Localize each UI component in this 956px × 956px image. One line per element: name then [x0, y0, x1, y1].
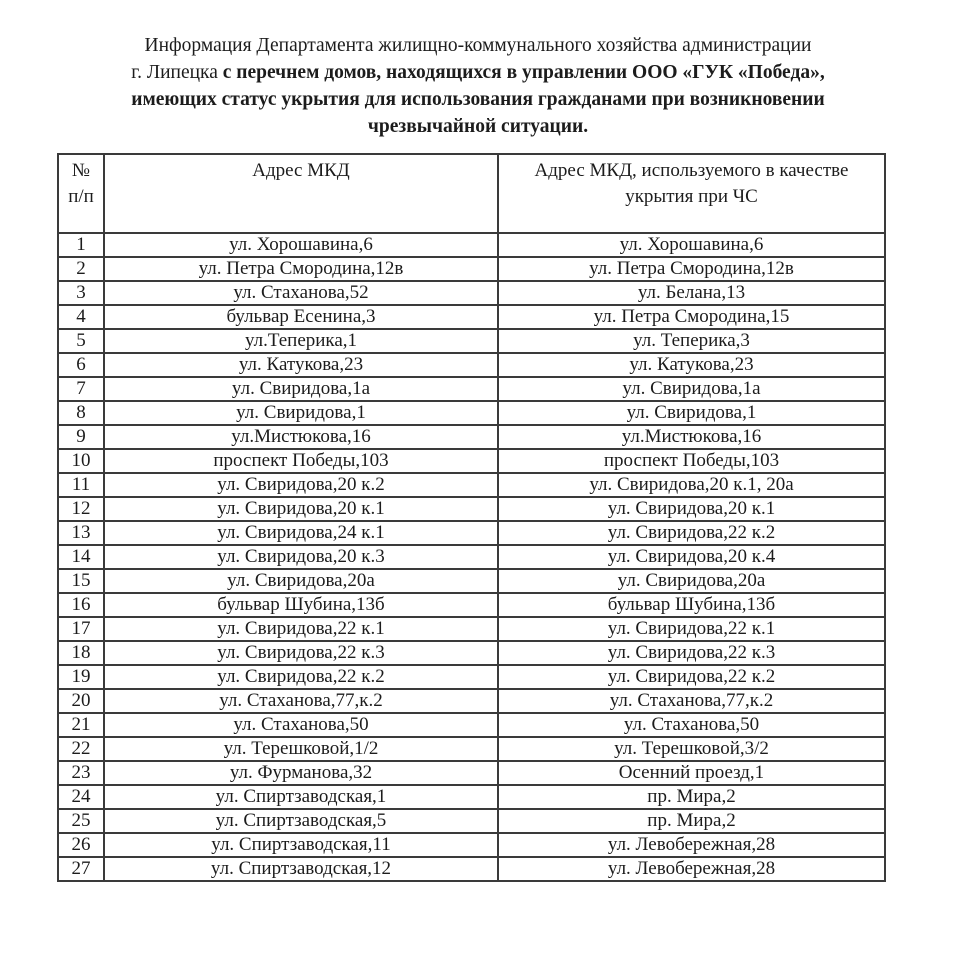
row-number: 4 [58, 305, 104, 329]
table-row [58, 401, 885, 425]
row-number: 26 [58, 833, 104, 857]
address-mkd: ул. Петра Смородина,12в [104, 257, 498, 281]
table-row [58, 833, 885, 857]
row-number: 25 [58, 809, 104, 833]
row-number: 8 [58, 401, 104, 425]
address-mkd: ул. Свиридова,22 к.2 [104, 665, 498, 689]
table-row [58, 689, 885, 713]
table-row [58, 785, 885, 809]
row-number: 27 [58, 857, 104, 881]
address-shelter: бульвар Шубина,13б [498, 593, 885, 617]
row-number: 6 [58, 353, 104, 377]
title-line-1 [70, 32, 886, 59]
table-row [58, 281, 885, 305]
row-number: 21 [58, 713, 104, 737]
title-line-2 [70, 59, 886, 86]
title-text-regular: Информация Департамента жилищно-коммунального хозяйства администрации [144, 35, 812, 56]
row-number: 20 [58, 689, 104, 713]
address-shelter: ул. Левобережная,28 [498, 833, 885, 857]
header-row-number: № п/п [58, 154, 104, 233]
table-row [58, 497, 885, 521]
table-row [58, 305, 885, 329]
row-number: 7 [58, 377, 104, 401]
address-mkd: ул.Теперика,1 [104, 329, 498, 353]
table-row [58, 329, 885, 353]
row-number: 1 [58, 233, 104, 257]
address-mkd: ул. Свиридова,1а [104, 377, 498, 401]
table-row [58, 857, 885, 881]
header-address-shelter: Адрес МКД, используемого в качестве укрытия при ЧС [498, 154, 885, 233]
header-row [58, 154, 885, 233]
address-shelter: ул. Хорошавина,6 [498, 233, 885, 257]
address-shelter: ул. Левобережная,28 [498, 857, 885, 881]
row-number: 11 [58, 473, 104, 497]
address-shelter: ул. Свиридова,22 к.3 [498, 641, 885, 665]
row-number: 10 [58, 449, 104, 473]
address-shelter: ул. Теперика,3 [498, 329, 885, 353]
title-line-4: чрезвычайной ситуации. [367, 116, 589, 137]
address-mkd: ул. Свиридова,1 [104, 401, 498, 425]
row-number: 9 [58, 425, 104, 449]
address-shelter: ул. Свиридова,20 к.1 [498, 497, 885, 521]
row-number: 22 [58, 737, 104, 761]
row-number: 5 [58, 329, 104, 353]
address-shelter: ул. Свиридова,22 к.2 [498, 521, 885, 545]
table-row [58, 593, 885, 617]
table-row [58, 521, 885, 545]
address-mkd: ул. Свиридова,20а [104, 569, 498, 593]
address-mkd: ул. Стаханова,77,к.2 [104, 689, 498, 713]
address-mkd: ул. Стаханова,52 [104, 281, 498, 305]
title-line-3: имеющих статус укрытия для использования гражданами при возникновении [131, 89, 825, 110]
table-row [58, 425, 885, 449]
header-address-mkd: Адрес МКД [104, 154, 498, 233]
table-row [58, 809, 885, 833]
address-mkd: ул. Спиртзаводская,5 [104, 809, 498, 833]
table-row [58, 761, 885, 785]
table-row [58, 257, 885, 281]
address-shelter: проспект Победы,103 [498, 449, 885, 473]
address-mkd: бульвар Шубина,13б [104, 593, 498, 617]
address-mkd: ул. Свиридова,22 к.3 [104, 641, 498, 665]
address-mkd: ул. Спиртзаводская,11 [104, 833, 498, 857]
address-mkd: ул. Катукова,23 [104, 353, 498, 377]
row-number: 23 [58, 761, 104, 785]
address-mkd: ул. Свиридова,24 к.1 [104, 521, 498, 545]
address-shelter: ул. Свиридова,22 к.2 [498, 665, 885, 689]
row-number: 16 [58, 593, 104, 617]
address-shelter: пр. Мира,2 [498, 785, 885, 809]
address-shelter: ул. Терешковой,3/2 [498, 737, 885, 761]
address-shelter: ул. Белана,13 [498, 281, 885, 305]
address-mkd: ул. Спиртзаводская,1 [104, 785, 498, 809]
table-row [58, 377, 885, 401]
address-mkd: ул. Хорошавина,6 [104, 233, 498, 257]
address-mkd: проспект Победы,103 [104, 449, 498, 473]
address-mkd: ул. Терешковой,1/2 [104, 737, 498, 761]
shelter-table [57, 153, 886, 882]
address-shelter: ул. Свиридова,22 к.1 [498, 617, 885, 641]
address-shelter: ул. Свиридова,1а [498, 377, 885, 401]
row-number: 3 [58, 281, 104, 305]
table-row [58, 641, 885, 665]
address-shelter: Осенний проезд,1 [498, 761, 885, 785]
row-number: 24 [58, 785, 104, 809]
table-row [58, 713, 885, 737]
title-text-regular: г. Липецка [131, 62, 223, 83]
address-mkd: ул. Свиридова,20 к.3 [104, 545, 498, 569]
row-number: 18 [58, 641, 104, 665]
table-row [58, 473, 885, 497]
address-mkd: ул. Свиридова,20 к.1 [104, 497, 498, 521]
address-mkd: ул. Спиртзаводская,12 [104, 857, 498, 881]
row-number: 15 [58, 569, 104, 593]
document-title [0, 32, 956, 140]
address-shelter: ул. Катукова,23 [498, 353, 885, 377]
address-shelter: ул. Свиридова,1 [498, 401, 885, 425]
address-shelter: ул. Стаханова,77,к.2 [498, 689, 885, 713]
address-shelter: ул. Петра Смородина,15 [498, 305, 885, 329]
table-row [58, 617, 885, 641]
address-mkd: ул. Свиридова,20 к.2 [104, 473, 498, 497]
address-mkd: ул.Мистюкова,16 [104, 425, 498, 449]
address-shelter: ул. Свиридова,20 к.4 [498, 545, 885, 569]
row-number: 14 [58, 545, 104, 569]
address-shelter: пр. Мира,2 [498, 809, 885, 833]
table-row [58, 665, 885, 689]
row-number: 2 [58, 257, 104, 281]
address-mkd: бульвар Есенина,3 [104, 305, 498, 329]
address-mkd: ул. Стаханова,50 [104, 713, 498, 737]
table-row [58, 449, 885, 473]
row-number: 17 [58, 617, 104, 641]
address-shelter: ул. Свиридова,20 к.1, 20а [498, 473, 885, 497]
row-number: 12 [58, 497, 104, 521]
table-body [58, 233, 885, 881]
address-shelter: ул. Свиридова,20а [498, 569, 885, 593]
row-number: 19 [58, 665, 104, 689]
table-row [58, 353, 885, 377]
table-row [58, 569, 885, 593]
address-shelter: ул. Стаханова,50 [498, 713, 885, 737]
table-row [58, 545, 885, 569]
title-text-bold: с перечнем домов, находящихся в управлении ООО «ГУК «Победа», [222, 62, 825, 83]
address-shelter: ул. Петра Смородина,12в [498, 257, 885, 281]
address-shelter: ул.Мистюкова,16 [498, 425, 885, 449]
table-row [58, 233, 885, 257]
row-number: 13 [58, 521, 104, 545]
address-mkd: ул. Фурманова,32 [104, 761, 498, 785]
table-row [58, 737, 885, 761]
address-mkd: ул. Свиридова,22 к.1 [104, 617, 498, 641]
